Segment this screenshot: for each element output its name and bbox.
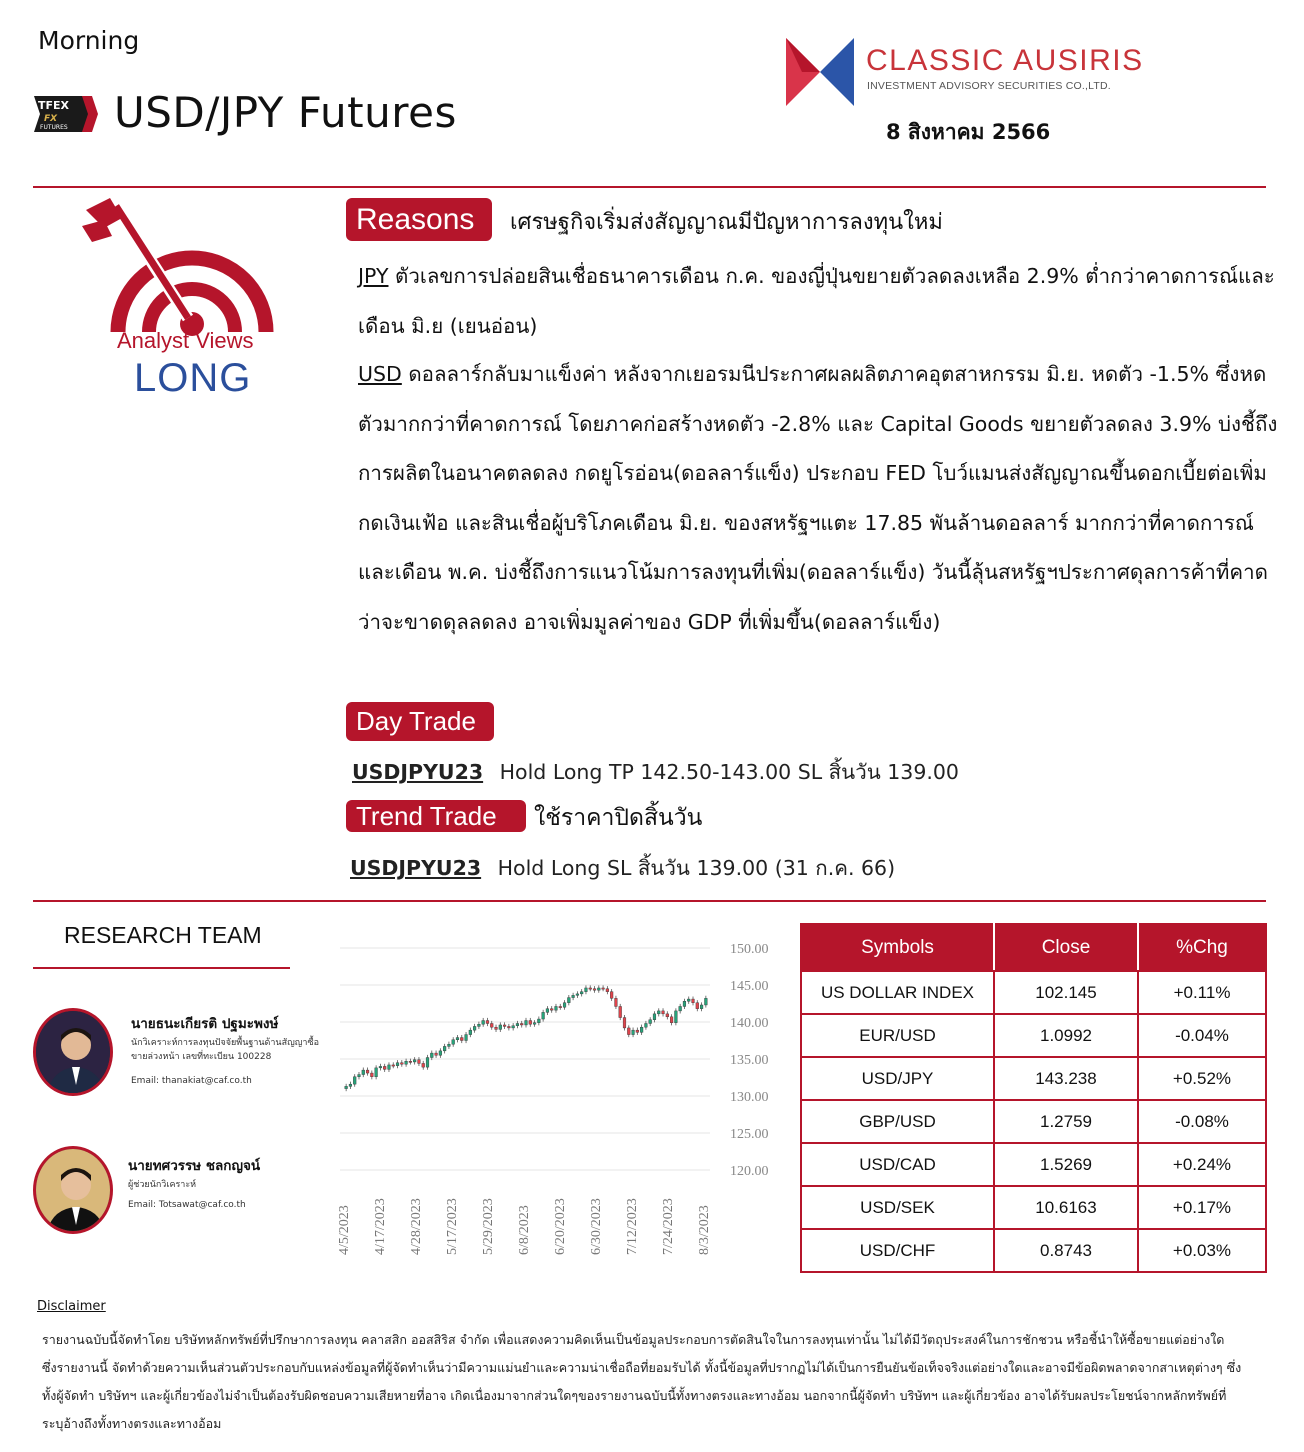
reasons-headline: เศรษฐกิจเริ่มส่งสัญญาณมีปัญหาการลงทุนใหม่ [510, 210, 943, 235]
candle-body [413, 1060, 416, 1062]
x-tick-label: 6/8/2023 [517, 1205, 532, 1255]
candle-body [572, 995, 575, 997]
candle-body [478, 1024, 481, 1026]
candle-body [533, 1023, 536, 1024]
candle-body [508, 1026, 511, 1027]
candle-body [383, 1066, 386, 1069]
candle-body [525, 1021, 528, 1025]
symbol-cell: USD/JPY [801, 1057, 994, 1100]
candle-body [366, 1070, 369, 1073]
candle-body [529, 1021, 532, 1025]
change-cell: +0.03% [1138, 1229, 1266, 1272]
classic-ausiris-logo-icon [784, 36, 856, 108]
candle-body [503, 1025, 506, 1026]
x-tick-label: 6/30/2023 [589, 1198, 604, 1255]
tfex-fx-futures-logo [30, 92, 100, 136]
candle-body [602, 988, 605, 989]
close-cell: 1.2759 [994, 1100, 1138, 1143]
y-tick-label: 125.00 [730, 1127, 769, 1142]
candle-body [662, 1011, 665, 1014]
candle-body [645, 1023, 648, 1027]
symbol-cell: USD/CAD [801, 1143, 994, 1186]
change-cell: -0.04% [1138, 1014, 1266, 1057]
close-cell: 1.5269 [994, 1143, 1138, 1186]
table-header-row [801, 924, 1266, 971]
candle-body [405, 1061, 408, 1064]
candle-body [439, 1051, 442, 1055]
candle-body [392, 1065, 395, 1066]
column-header-close: Close [994, 924, 1138, 971]
candle-body [559, 1006, 562, 1007]
svg-text:FUTURES: FUTURES [40, 124, 68, 131]
table-row [801, 1229, 1266, 1272]
x-tick-label: 7/24/2023 [661, 1198, 676, 1255]
member-name: นายธนะเกียรติ ปฐมะพงษ์ [131, 1016, 279, 1032]
candle-body [615, 998, 618, 1006]
close-cell: 143.238 [994, 1057, 1138, 1100]
svg-text:TFEX: TFEX [38, 99, 70, 112]
table-row [801, 1057, 1266, 1100]
change-cell: +0.11% [1138, 971, 1266, 1014]
y-tick-label: 135.00 [730, 1053, 769, 1068]
candle-body [486, 1021, 489, 1024]
candle-body [550, 1009, 553, 1010]
session-label: Morning [38, 26, 140, 55]
candle-body [597, 988, 600, 990]
member-email: Email: thanakiat@caf.co.th [131, 1076, 252, 1086]
candle-body [430, 1053, 433, 1057]
jpy-paragraph [358, 252, 1288, 351]
candle-body [499, 1025, 502, 1029]
x-tick-label: 7/12/2023 [625, 1198, 640, 1255]
y-tick-label: 145.00 [730, 979, 769, 994]
x-tick-label: 5/29/2023 [481, 1198, 496, 1255]
symbol-cell: USD/SEK [801, 1186, 994, 1229]
usd-paragraph [358, 350, 1288, 647]
change-cell: +0.52% [1138, 1057, 1266, 1100]
candle-body [345, 1086, 348, 1088]
candle-body [353, 1077, 356, 1084]
page-title: USD/JPY Futures [114, 88, 457, 137]
change-cell: +0.24% [1138, 1143, 1266, 1186]
candle-body [537, 1019, 540, 1023]
x-tick-label: 4/17/2023 [373, 1198, 388, 1255]
candle-body [567, 998, 570, 1003]
candle-body [388, 1065, 391, 1069]
column-header-symbols: Symbols [801, 924, 994, 971]
y-tick-label: 140.00 [730, 1016, 769, 1031]
y-tick-label: 130.00 [730, 1090, 769, 1105]
candle-body [418, 1060, 421, 1064]
candle-body [636, 1030, 639, 1032]
member-email: Email: Totsawat@caf.co.th [128, 1200, 246, 1210]
svg-text:FX: FX [44, 114, 58, 124]
member-role: นักวิเคราะห์การลงทุนปัจจัยพื้นฐานด้านสัญญาซื้อขายล่วงหน้า เลขที่ทะเบียน 100228 [131, 1038, 319, 1062]
candle-body [704, 998, 707, 1005]
candle-body [696, 1003, 699, 1009]
table-row [801, 1143, 1266, 1186]
symbol-cell: US DOLLAR INDEX [801, 971, 994, 1014]
candle-body [349, 1084, 352, 1086]
candle-body [623, 1018, 626, 1028]
candle-body [619, 1006, 622, 1017]
avatar [33, 1146, 113, 1234]
candle-body [482, 1021, 485, 1025]
y-tick-label: 150.00 [730, 942, 769, 957]
close-cell: 10.6163 [994, 1186, 1138, 1229]
trend-trade-line [350, 852, 895, 885]
middle-divider [33, 900, 1266, 902]
candle-body [563, 1003, 566, 1007]
column-header-change: %Chg [1138, 924, 1266, 971]
brand-name: CLASSIC AUSIRIS [866, 44, 1144, 77]
candle-body [670, 1017, 673, 1023]
candle-body [675, 1011, 678, 1023]
fx-close-table [800, 923, 1267, 1273]
candle-body [490, 1023, 493, 1027]
day-trade-tag: Day Trade [346, 702, 494, 741]
candle-body [606, 989, 609, 992]
y-tick-label: 120.00 [730, 1164, 769, 1179]
candle-body [683, 1001, 686, 1006]
candle-body [400, 1063, 403, 1064]
candle-body [362, 1070, 365, 1074]
candle-body [657, 1011, 660, 1014]
day-trade-text: Hold Long TP 142.50-143.00 SL สิ้นวัน 139.00 [499, 760, 959, 784]
change-cell: -0.08% [1138, 1100, 1266, 1143]
candle-body [593, 989, 596, 990]
usd-text: ดอลลาร์กลับมาแข็งค่า หลังจากเยอรมนีประกาศผลผลิตภาคอุตสาหกรรม มิ.ย. หดตัว -1.5% ซึ่งหดตัวมากกว่าที่คาดการณ์ โดยภาคก่อสร้างหดตัว -2.8% และ Capital Goods ขยายตัวลดลง 3.9% บ่งชี้ถึงการผลิตในอนาคตลดลง กดยูโรอ่อน(ดอลลาร์แข็ง) ประกอบ FED โบว์แมนส่งสัญญาณขึ้นดอกเบี้ยต่อเพิ่มกดเงินเฟ้อ และสินเชื่อผู้บริโภคเดือน มิ.ย. ของสหรัฐฯแตะ 17.85 พันล้านดอลลาร์ มากกว่าที่คาดการณ์และเดือน พ.ค. บ่งชี้ถึงการแนวโน้มการลงทุนที่เพิ่ม(ดอลลาร์แข็ง) วันนี้ลุ้นสหรัฐฯประกาศดุลการค้าที่คาดว่าจะขาดดุลลดลง อาจเพิ่มมูลค่าของ GDP ที่เพิ่มขึ้น(ดอลลาร์แข็ง) [358, 362, 1278, 634]
candle-body [422, 1063, 425, 1067]
candle-body [679, 1006, 682, 1010]
candle-body [687, 999, 690, 1001]
candle-body [520, 1023, 523, 1024]
table-row [801, 1186, 1266, 1229]
brand-subtitle: INVESTMENT ADVISORY SECURITIES CO.,LTD. [867, 80, 1111, 92]
member-name: นายทศวรรษ ชลกญจน์ [128, 1158, 261, 1174]
day-trade-line [352, 756, 959, 789]
candle-body [700, 1005, 703, 1009]
candle-body [576, 994, 579, 995]
candle-body [469, 1030, 472, 1034]
target-arrow-icon [76, 196, 276, 336]
disclaimer-text: รายงานฉบับนี้จัดทำโดย บริษัทหลักทรัพย์ที่ปรึกษาการลงทุน คลาสสิก ออสสิริส จำกัด เพื่อแสดงความคิดเห็นเป็นข้อมูลประกอบการตัดสินใจในการลงทุนเท่านั้น ไม่ได้มีวัตถุประสงค์ในการชักชวน หรือชี้นำให้ซื้อขายแต่อย่างใด ซึ่งรายงานนี้ จัดทำด้วยความเห็นส่วนตัวประกอบกับแหล่งข้อมูลที่ผู้จัดทำเห็นว่ามีความแม่นยำและความน่าเชื่อถือที่ยอมรับได้ ทั้งนี้ข้อมูลที่ปรากฏไม่ได้เป็นการยืนยันข้อเท็จจริงแต่อย่างใดและอาจมีข้อผิดพลาดจากสาเหตุต่างๆ ซึ่งทั้งผู้จัดทำ บริษัทฯ และผู้เกี่ยวข้องไม่จำเป็นต้องรับผิดชอบความเสียหายที่อาจ เกิดเนื่องมาจากส่วนใดๆของรายงานฉบับนี้ทั้งทางตรงและทางอ้อม นอกจากนี้ผู้จัดทำ บริษัทฯ และผู้เกี่ยวข้อง อาจได้รับผลประโยชน์จากหลักทรัพย์ที่ระบุอ้างถึงทั้งทางตรงและทางอ้อม [42, 1332, 1242, 1431]
table-row [801, 971, 1266, 1014]
change-cell: +0.17% [1138, 1186, 1266, 1229]
candle-body [610, 992, 613, 999]
candle-body [448, 1044, 451, 1046]
close-cell: 1.0992 [994, 1014, 1138, 1057]
candle-body [632, 1030, 635, 1034]
top-divider [33, 186, 1266, 188]
x-tick-label: 4/28/2023 [409, 1198, 424, 1255]
candle-body [512, 1026, 515, 1028]
candle-body [456, 1038, 459, 1040]
candle-body [452, 1040, 455, 1044]
jpy-text: ตัวเลขการปล่อยสินเชื่อธนาคารเดือน ก.ค. ของญี่ปุ่นขยายตัวลดลงเหลือ 2.9% ต่ำกว่าคาดการณ์และเดือน มิ.ย (เยนอ่อน) [358, 264, 1275, 338]
candle-body [396, 1063, 399, 1066]
candle-body [516, 1023, 519, 1025]
candle-body [375, 1068, 378, 1077]
candle-body [692, 999, 695, 1003]
candle-body [495, 1027, 498, 1029]
candle-body [358, 1075, 361, 1077]
candle-body [379, 1066, 382, 1067]
candle-body [473, 1026, 476, 1030]
candle-body [460, 1038, 463, 1041]
candle-body [443, 1046, 446, 1050]
table-row [801, 1014, 1266, 1057]
candle-body [640, 1027, 643, 1032]
close-cell: 102.145 [994, 971, 1138, 1014]
candle-body [409, 1061, 412, 1062]
candle-body [426, 1058, 429, 1068]
analyst-view-value: LONG [134, 356, 252, 400]
jpy-symbol: JPY [358, 264, 389, 288]
candle-body [546, 1009, 549, 1013]
usdjpy-price-chart [330, 930, 790, 1270]
candle-body [649, 1020, 652, 1024]
member-role: ผู้ช่วยนักวิเคราะห์ [128, 1180, 197, 1190]
candle-body [370, 1073, 373, 1077]
reasons-tag: Reasons [346, 198, 492, 241]
candle-body [666, 1014, 669, 1017]
candle-body [627, 1028, 630, 1035]
candle-body [589, 988, 592, 989]
person-photo-icon [36, 1149, 113, 1234]
person-photo-icon [36, 1011, 113, 1096]
disclaimer-title: Disclaimer [37, 1299, 106, 1314]
report-date: 8 สิงหาคม 2566 [886, 120, 1051, 144]
x-tick-label: 4/5/2023 [337, 1205, 352, 1255]
trend-trade-text: Hold Long SL สิ้นวัน 139.00 (31 ก.ค. 66) [497, 856, 896, 880]
x-tick-label: 6/20/2023 [553, 1198, 568, 1255]
usd-symbol: USD [358, 362, 402, 386]
candle-body [542, 1012, 545, 1019]
x-tick-label: 8/3/2023 [697, 1205, 712, 1255]
analyst-views-label: Analyst Views [117, 328, 254, 353]
trend-trade-symbol: USDJPYU23 [350, 856, 482, 880]
candle-body [435, 1053, 438, 1055]
trend-trade-tag: Trend Trade [346, 800, 526, 832]
avatar [33, 1008, 113, 1096]
symbol-cell: EUR/USD [801, 1014, 994, 1057]
candle-body [555, 1006, 558, 1010]
candle-body [465, 1035, 468, 1041]
candle-body [585, 988, 588, 992]
day-trade-symbol: USDJPYU23 [352, 760, 484, 784]
symbol-cell: USD/CHF [801, 1229, 994, 1272]
table-row [801, 1100, 1266, 1143]
candle-body [580, 992, 583, 994]
research-team-title: RESEARCH TEAM [64, 922, 262, 948]
candle-body [653, 1014, 656, 1020]
x-tick-label: 5/17/2023 [445, 1198, 460, 1255]
close-cell: 0.8743 [994, 1229, 1138, 1272]
trend-trade-note: ใช้ราคาปิดสิ้นวัน [534, 805, 703, 831]
symbol-cell: GBP/USD [801, 1100, 994, 1143]
research-team-underline [33, 967, 290, 969]
